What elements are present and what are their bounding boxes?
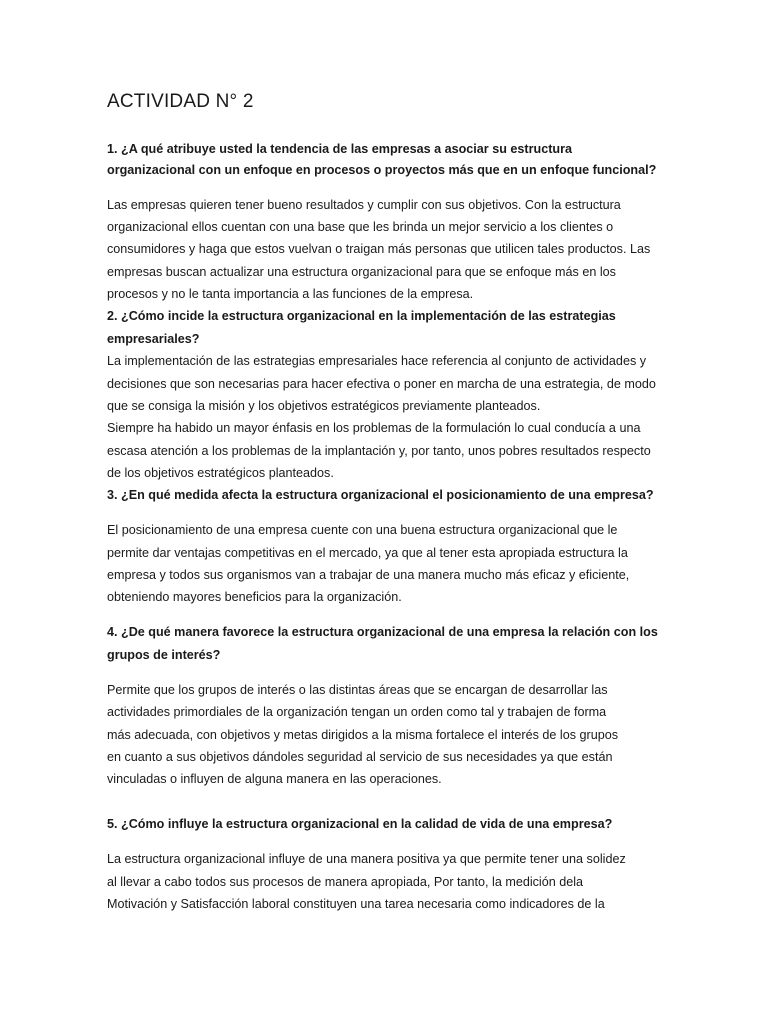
question-5-line-1: 5. ¿Cómo influye la estructura organizacional en la calidad de vida de una empresa? [107, 817, 613, 831]
answer-4-line-5: vinculadas o influyen de alguna manera en las operaciones. [107, 772, 442, 786]
question-1-line-2: organizacional con un enfoque en procesos o proyectos más que en un enfoque funcional? [107, 163, 657, 177]
answer-5-line-3: Motivación y Satisfacción laboral constituyen una tarea necesaria como indicadores de la [107, 897, 605, 911]
answer-3-line-4: obteniendo mayores beneficios para la organización. [107, 590, 402, 604]
answer-2-line-3: que se consiga la misión y los objetivos estratégicos previamente planteados. [107, 399, 541, 413]
answer-2-line-5: escasa atención a los problemas de la implantación y, por tanto, unos pobres resultados respecto [107, 444, 651, 458]
question-2-line-2: empresariales? [107, 332, 200, 346]
answer-4-line-4: en cuanto a sus objetivos dándoles seguridad al servicio de sus necesidades ya que están [107, 750, 613, 764]
answer-1-line-1: Las empresas quieren tener bueno resultados y cumplir con sus objetivos. Con la estructura [107, 198, 621, 212]
question-1-line-1: 1. ¿A qué atribuye usted la tendencia de las empresas a asociar su estructura [107, 142, 572, 156]
question-2-line-1: 2. ¿Cómo incide la estructura organizacional en la implementación de las estrategias [107, 309, 616, 323]
answer-4-line-1: Permite que los grupos de interés o las distintas áreas que se encargan de desarrollar las [107, 683, 608, 697]
answer-4-line-2: actividades primordiales de la organización tengan un orden como tal y trabajen de forma [107, 705, 607, 719]
answer-1-line-5: procesos y no le tanta importancia a las funciones de la empresa. [107, 287, 474, 301]
answer-3-line-1: El posicionamiento de una empresa cuente con una buena estructura organizacional que le [107, 523, 618, 537]
answer-5-line-1: La estructura organizacional influye de una manera positiva ya que permite tener una solidez [107, 852, 626, 866]
answer-5-line-2: al llevar a cabo todos sus procesos de manera apropiada, Por tanto, la medición dela [107, 875, 584, 889]
answer-1-line-3: consumidores y haga que estos vuelvan o traigan más personas que utilicen tales productos. Las [107, 242, 651, 256]
question-4-line-2: grupos de interés? [107, 648, 221, 662]
answer-1-line-4: empresas buscan actualizar una estructura organizacional para que se enfoque más en los [107, 265, 616, 279]
answer-2-line-6: de los objetivos estratégicos planteados. [107, 466, 334, 480]
question-4-line-1: 4. ¿De qué manera favorece la estructura organizacional de una empresa la relación con los [107, 625, 658, 639]
answer-3-line-2: permite dar ventajas competitivas en el mercado, ya que al tener esta apropiada estructura la [107, 546, 628, 560]
answer-4-line-3: más adecuada, con objetivos y metas dirigidos a la misma fortalece el interés de los grupos [107, 728, 619, 742]
question-3-line-1: 3. ¿En qué medida afecta la estructura organizacional el posicionamiento de una empresa? [107, 488, 654, 502]
answer-2-line-1: La implementación de las estrategias empresariales hace referencia al conjunto de actividades y [107, 354, 647, 368]
page-title: ACTIVIDAD N° 2 [107, 91, 254, 112]
answer-2-line-2: decisiones que son necesarias para hacer efectiva o poner en marcha de una estrategia, de modo [107, 377, 656, 391]
answer-2-line-4: Siempre ha habido un mayor énfasis en los problemas de la formulación lo cual conducía a una [107, 421, 641, 435]
answer-3-line-3: empresa y todos sus organismos van a trabajar de una manera mucho más eficaz y eficiente, [107, 568, 630, 582]
answer-1-line-2: organizacional ellos cuentan con una base que les brinda un mejor servicio a los clientes o [107, 220, 614, 234]
